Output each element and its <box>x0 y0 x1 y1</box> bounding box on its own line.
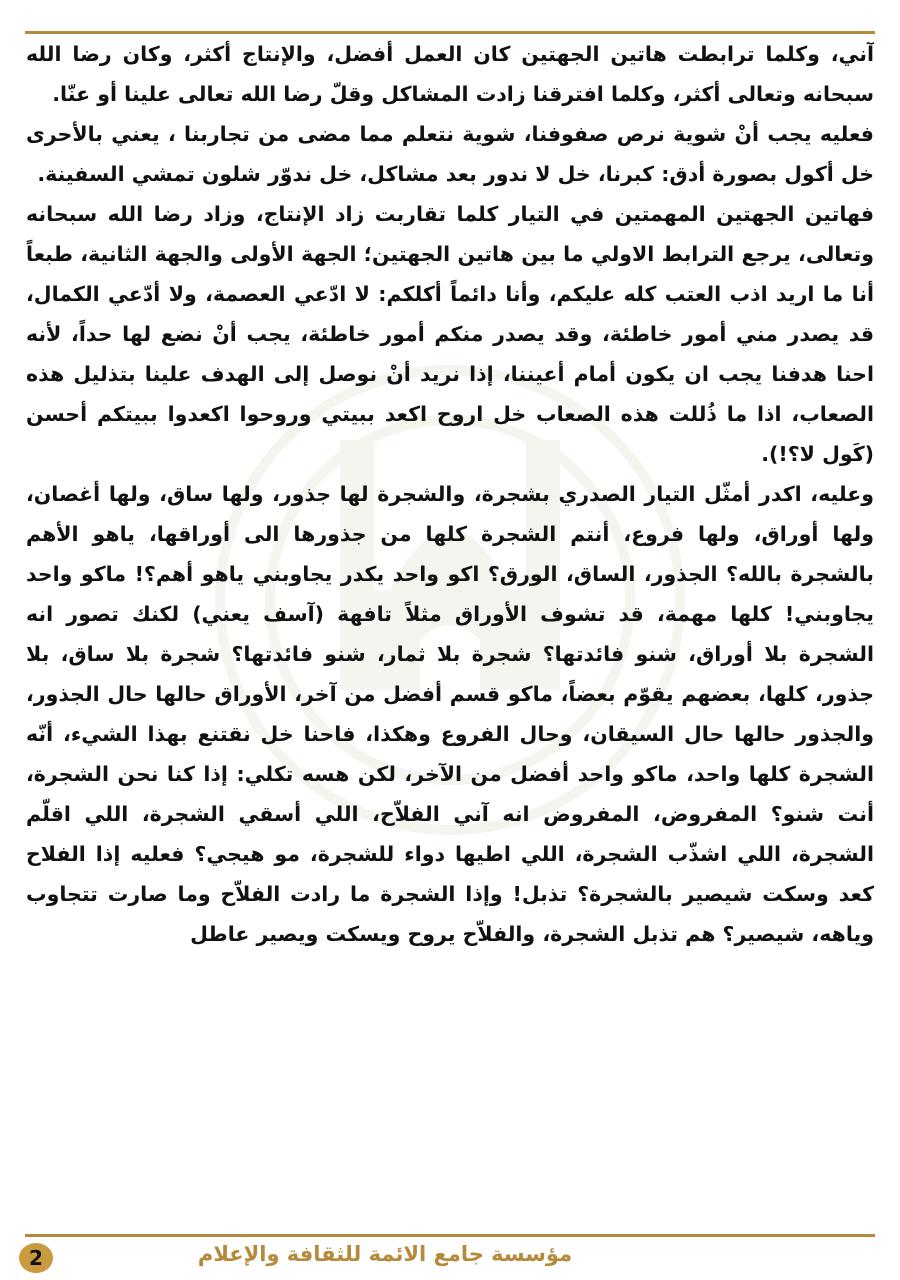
page-footer <box>0 1240 900 1280</box>
page-number-badge: 2 <box>19 1243 53 1273</box>
paragraph: فهاتين الجهتين المهمتين في التيار كلما تقاربت زاد الإنتاج، وزاد رضا الله سبحانه وتعالى، يرجع الترابط الاولي ما بين هاتين الجهتين؛ الجهة الأولى والجهة الثانية، طبعاً أنا ما اريد اذب العتب كله عليكم، وأنا دائماً أكلكم: لا ادّعي العصمة، ولا أدّعي الكمال، قد يصدر مني أمور خاطئة، وقد يصدر منكم أمور خاطئة، يجب أنْ نضع لها حداً، لأنه احنا هدفنا يجب ان يكون أمام أعيننا، إذا نريد أنْ نوصل إلى الهدف علينا بتذليل هذه الصعاب، اذا ما ذُللت هذه الصعاب خل اروح اكعد ببيتي وروحوا اكعدوا ببيتكم أحسن (كَول لا؟!). <box>26 202 874 466</box>
paragraph: فعليه يجب أنْ شوية نرص صفوفنا، شوية نتعلم مما مضى من تجاربنا ، يعني بالأحرى خل أكول بصورة أدق: كبرنا، خل لا ندور بعد مشاكل، خل ندوّر شلون تمشي السفينة. <box>26 122 874 186</box>
paragraph: وعليه، اكدر أمثّل التيار الصدري بشجرة، والشجرة لها جذور، ولها ساق، ولها أغصان، ولها أوراق، ولها فروع، أنتم الشجرة كلها من جذورها الى أوراقها، ياهو الأهم بالشجرة بالله؟ الجذور، الساق، الورق؟ اكو واحد يكدر يجاوبني ياهو أهم؟! ماكو واحد يجاوبني! كلها مهمة، قد تشوف الأوراق مثلاً تافهة (آسف يعني) لكنك تصور انه الشجرة بلا أوراق، شنو فائدتها؟ شجرة بلا ثمار، شنو فائدتها؟ شجرة بلا ساق، بلا جذور، كلها، بعضهم يقوّم بعضاً، ماكو قسم أفضل من آخر، الأوراق حالها حال الجذور، والجذور حالها حال السيقان، وحال الفروع وهكذا، فاحنا خل نقتنع بهذا الشيء، أنّه الشجرة كلها واحد، ماكو واحد أفضل من الآخر، لكن هسه تكلي: إذا كنا نحن الشجرة، أنت شنو؟ المفروض، المفروض انه آني الفلاّح، اللي أسقي الشجرة، اللي اقلّم الشجرة، اللي اشذّب الشجرة، اللي اطيها دواء للشجرة، مو هيجي؟ فعليه إذا الفلاح كعد وسكت شيصير بالشجرة؟ تذبل! وإذا الشجرة ما رادت الفلاّح وما صارت تتجاوب وياهه، شيصير؟ هم تذبل الشجرة، والفلاّح يروح ويسكت ويصير عاطل <box>26 482 874 946</box>
publisher-name: مؤسسة جامع الائمة للثقافة والإعلام <box>197 1242 573 1266</box>
document-body <box>26 34 874 1230</box>
paragraph: آني، وكلما ترابطت هاتين الجهتين كان العمل أفضل، والإنتاج أكثر، وكان رضا الله سبحانه وتعالى أكثر، وكلما افترقنا زادت المشاكل وقلّ رضا الله تعالى علينا أو عنّا. <box>26 42 874 106</box>
bottom-divider <box>25 1234 875 1237</box>
